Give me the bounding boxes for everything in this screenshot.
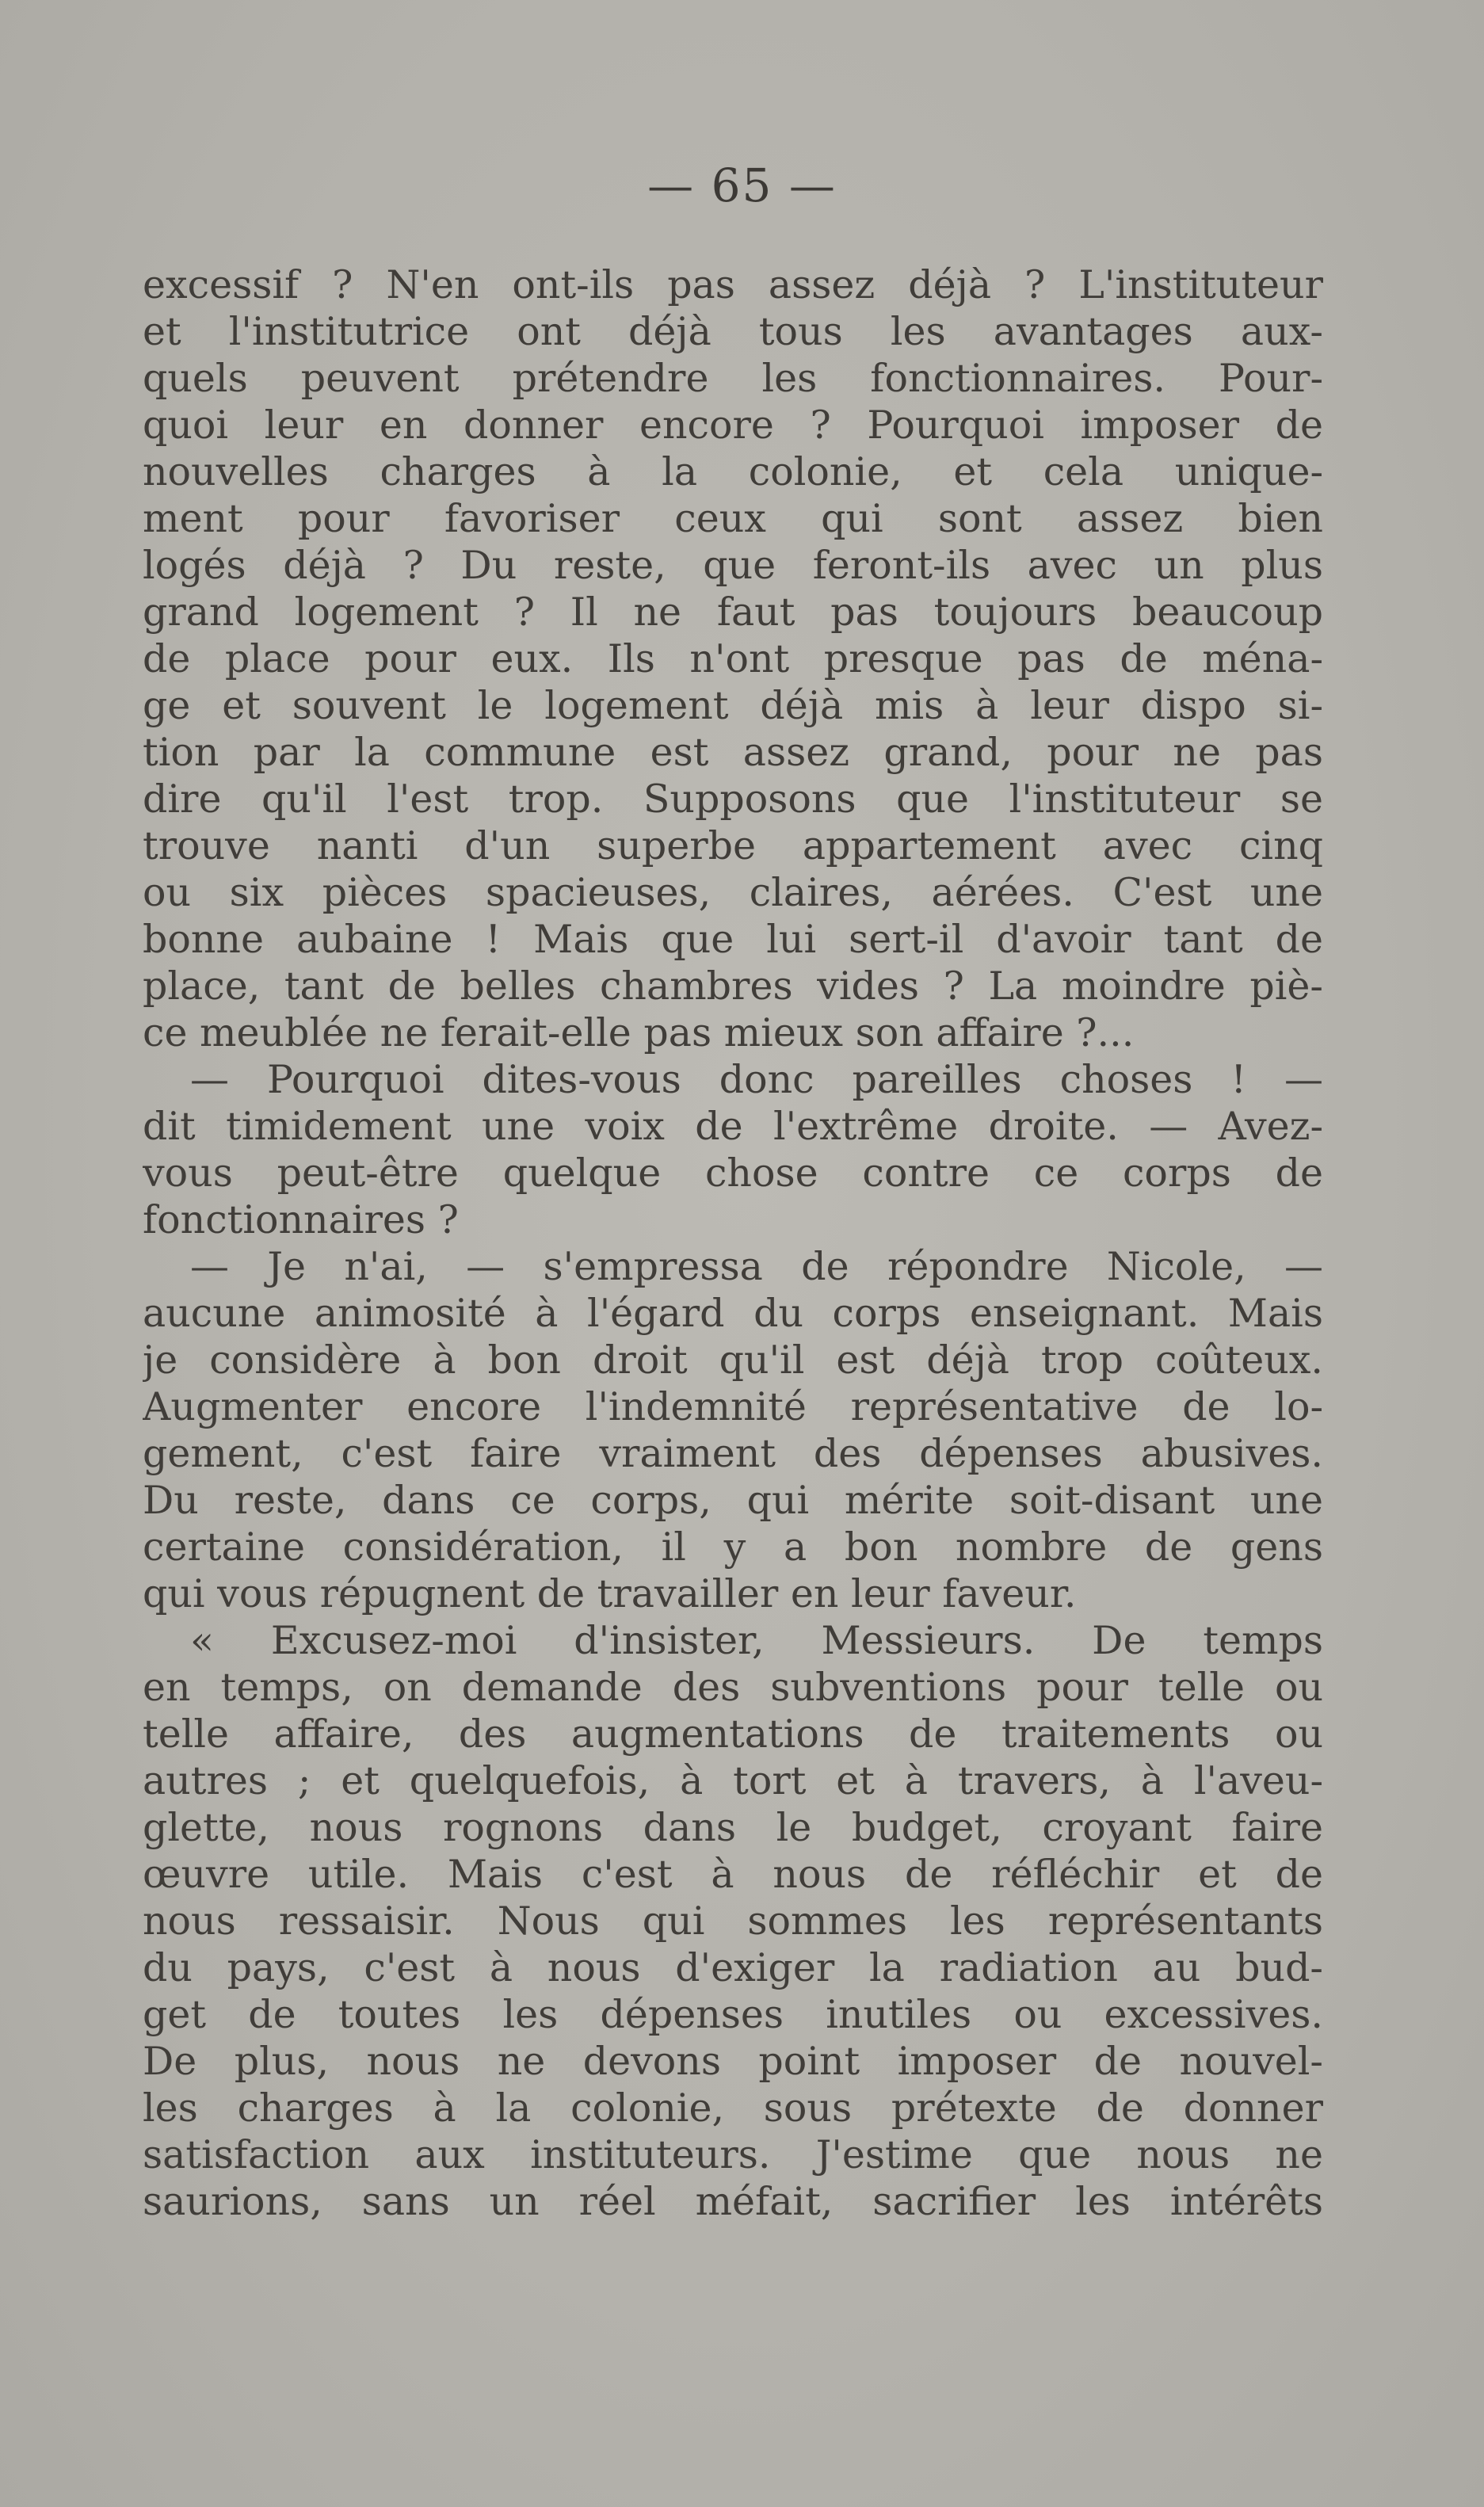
text-line: dire qu'il l'est trop. Supposons que l'instituteur se	[143, 777, 1323, 822]
text-line: qui vous répugnent de travailler en leur faveur.	[143, 1571, 1077, 1616]
text-line: nouvelles charges à la colonie, et cela unique-	[143, 449, 1323, 494]
text-line: — Je n'ai, — s'empressa de répondre Nicole, —	[190, 1244, 1323, 1289]
text-line: — Pourquoi dites-vous donc pareilles choses ! —	[190, 1057, 1323, 1102]
text-line: Du reste, dans ce corps, qui mérite soit-disant une	[143, 1478, 1323, 1523]
text-line: grand logement ? Il ne faut pas toujours beaucoup	[143, 590, 1323, 635]
text-line: tion par la commune est assez grand, pour ne pas	[143, 730, 1323, 775]
body-text	[143, 261, 1323, 2225]
text-line: telle affaire, des augmentations de traitements ou	[143, 1711, 1323, 1757]
text-line: gement, c'est faire vraiment des dépenses abusives.	[143, 1431, 1323, 1476]
text-line: ce meublée ne ferait-elle pas mieux son affaire ?...	[143, 1010, 1135, 1055]
text-line: logés déjà ? Du reste, que feront-ils avec un plus	[143, 543, 1323, 588]
text-line: saurions, sans un réel méfait, sacrifier les intérêts	[143, 2179, 1323, 2224]
text-line: de place pour eux. Ils n'ont presque pas de ména-	[143, 636, 1323, 681]
text-line: satisfaction aux instituteurs. J'estime que nous ne	[143, 2132, 1323, 2177]
text-line: œuvre utile. Mais c'est à nous de réfléchir et de	[143, 1852, 1323, 1897]
text-line: les charges à la colonie, sous prétexte de donner	[143, 2085, 1323, 2131]
text-line: dit timidement une voix de l'extrême droite. — Avez-	[143, 1104, 1323, 1149]
text-line: excessif ? N'en ont-ils pas assez déjà ? L'instituteur	[143, 262, 1323, 307]
text-line: glette, nous rognons dans le budget, croyant faire	[143, 1805, 1323, 1850]
text-line: quels peuvent prétendre les fonctionnaires. Pour-	[143, 356, 1323, 401]
text-line: quoi leur en donner encore ? Pourquoi imposer de	[143, 403, 1323, 448]
text-line: Augmenter encore l'indemnité représentative de lo-	[143, 1384, 1323, 1429]
text-line: « Excusez-moi d'insister, Messieurs. De temps	[190, 1618, 1323, 1663]
text-line: en temps, on demande des subventions pour telle ou	[143, 1665, 1323, 1710]
text-line: bonne aubaine ! Mais que lui sert-il d'avoir tant de	[143, 917, 1323, 962]
text-line: du pays, c'est à nous d'exiger la radiation au bud-	[143, 1945, 1323, 1990]
text-line: De plus, nous ne devons point imposer de nouvel-	[143, 2039, 1323, 2084]
text-line: autres ; et quelquefois, à tort et à travers, à l'aveu-	[143, 1758, 1323, 1803]
page-number: — 65 —	[647, 158, 837, 212]
text-line: get de toutes les dépenses inutiles ou excessives.	[143, 1992, 1323, 2037]
text-line: place, tant de belles chambres vides ? La moindre piè-	[143, 963, 1323, 1009]
text-line: certaine considération, il y a bon nombre de gens	[143, 1524, 1323, 1570]
text-line: ou six pièces spacieuses, claires, aérées. C'est une	[143, 870, 1323, 915]
text-line: trouve nanti d'un superbe appartement avec cinq	[143, 823, 1323, 868]
text-line: je considère à bon droit qu'il est déjà trop coûteux.	[143, 1337, 1323, 1383]
text-line: ge et souvent le logement déjà mis à leur dispo si-	[143, 683, 1323, 728]
text-line: vous peut-être quelque chose contre ce corps de	[143, 1150, 1323, 1196]
text-line: et l'institutrice ont déjà tous les avantages aux-	[143, 309, 1323, 354]
text-line: fonctionnaires ?	[143, 1197, 459, 1242]
text-line: nous ressaisir. Nous qui sommes les représentants	[143, 1898, 1323, 1944]
text-line: ment pour favoriser ceux qui sont assez bien	[143, 496, 1323, 541]
text-line: aucune animosité à l'égard du corps enseignant. Mais	[143, 1291, 1323, 1336]
